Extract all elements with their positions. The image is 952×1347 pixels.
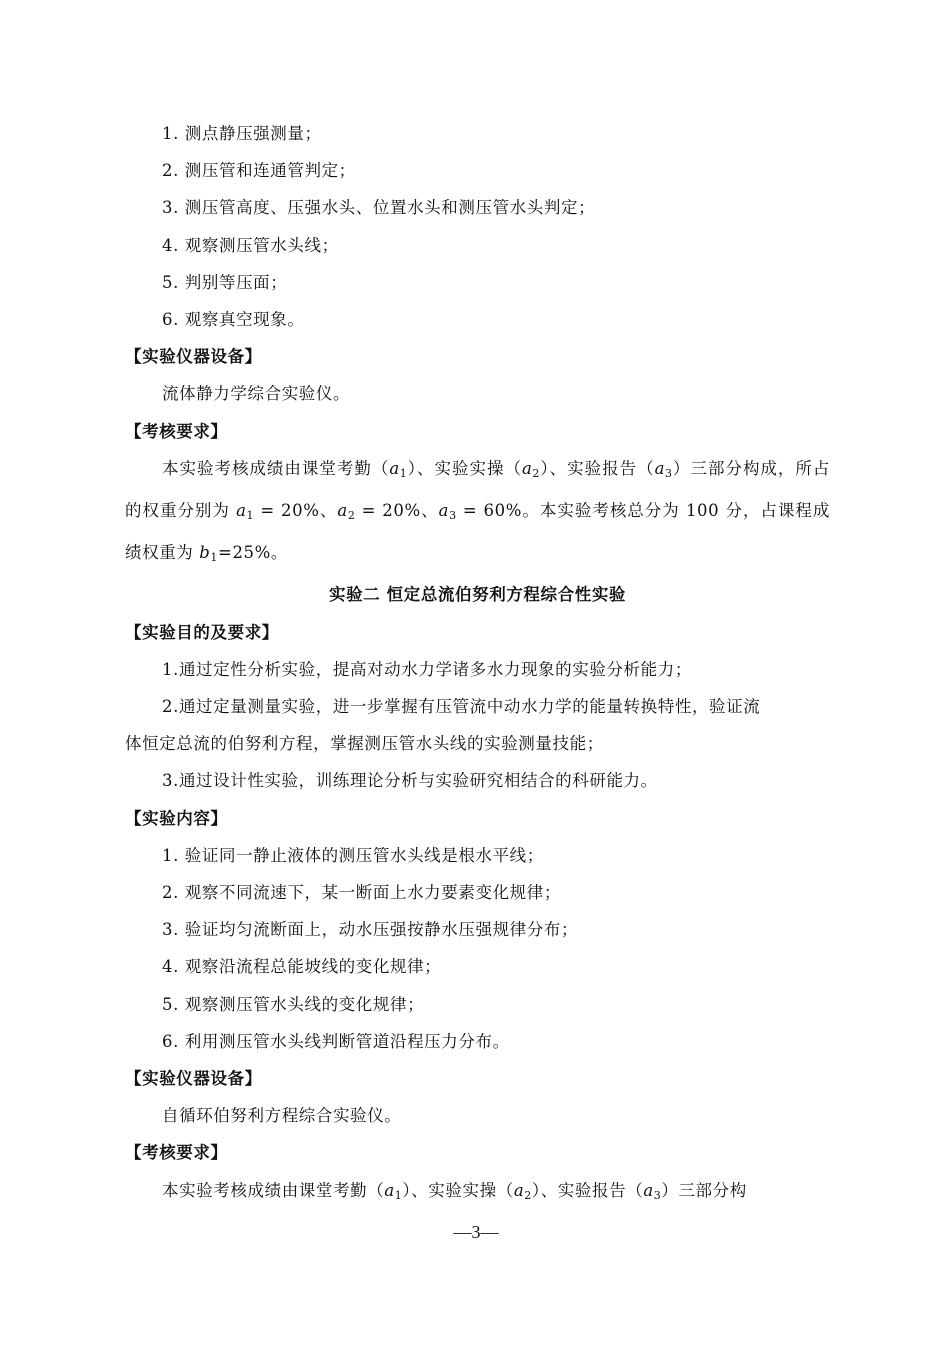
list-item: 1. 测点静压强测量； [162,124,322,143]
assessment-paragraph: 本实验考核成绩由课堂考勤$(a_1)$、实验实操$(a_2)$、实验报告$(a_3)$三部分构 [162,1180,747,1202]
content-item: 1. 验证同一静止液体的测压管水头线是根水平线； [162,845,544,865]
section-heading-equipment: 【实验仪器设备】 [125,1069,262,1089]
page-number: —3— [453,1222,499,1242]
purpose-item-continuation: 体恒定总流的伯努利方程，掌握测压管水头线的实验测量技能； [125,734,604,754]
list-item: 4. 观察测压管水头线； [162,235,339,255]
purpose-item: 2.通过定量测量实验，进一步掌握有压管流中动水力学的能量转换特性，验证流 [162,697,761,717]
assessment-paragraph: 本实验考核成绩由课堂考勤$(a_1)$、实验实操$(a_2)$、实验报告$(a_3)$三部分构成，所占的权重分别为 $a_1 = 20\%$、$a_2 = 20\%$、$a_3 = 60\%$。本实验考核总分为 100 分，占课程成绩权重为 $b_1=25\%$。 [125,458,831,565]
content-item: 2. 观察不同流速下，某一断面上水力要素变化规律； [162,883,561,903]
purpose-item: 1.通过定性分析实验，提高对动水力学诸多水力现象的实验分析能力； [162,659,692,679]
equipment-text: 自循环伯努利方程综合实验仪。 [162,1106,402,1126]
list-item: 6. 观察真空现象。 [162,310,305,330]
section-heading-purpose: 【实验目的及要求】 [125,622,279,642]
content-item: 6. 利用测压管水头线判断管道沿程压力分布。 [162,1031,510,1051]
content-item: 3. 验证均匀流断面上，动水压强按静水压强规律分布； [162,920,579,940]
experiment-title: 实验二 恒定总流伯努利方程综合性实验 [328,585,627,605]
purpose-item: 3.通过设计性实验，训练理论分析与实验研究相结合的科研能力。 [162,771,658,791]
list-item: 2. 测压管和连通管判定； [162,161,356,181]
equipment-text: 流体静力学综合实验仪。 [162,384,351,404]
content-item: 4. 观察沿流程总能坡线的变化规律； [162,957,442,977]
section-heading-assessment: 【考核要求】 [125,421,228,441]
section-heading-assessment: 【考核要求】 [125,1143,228,1163]
list-item: 3. 测压管高度、压强水头、位置水头和测压管水头判定； [162,198,596,218]
page-content [125,115,830,1214]
section-heading-equipment: 【实验仪器设备】 [125,347,262,367]
section-heading-content: 【实验内容】 [125,808,228,828]
list-item: 5. 判别等压面； [162,272,288,292]
content-item: 5. 观察测压管水头线的变化规律； [162,994,425,1014]
